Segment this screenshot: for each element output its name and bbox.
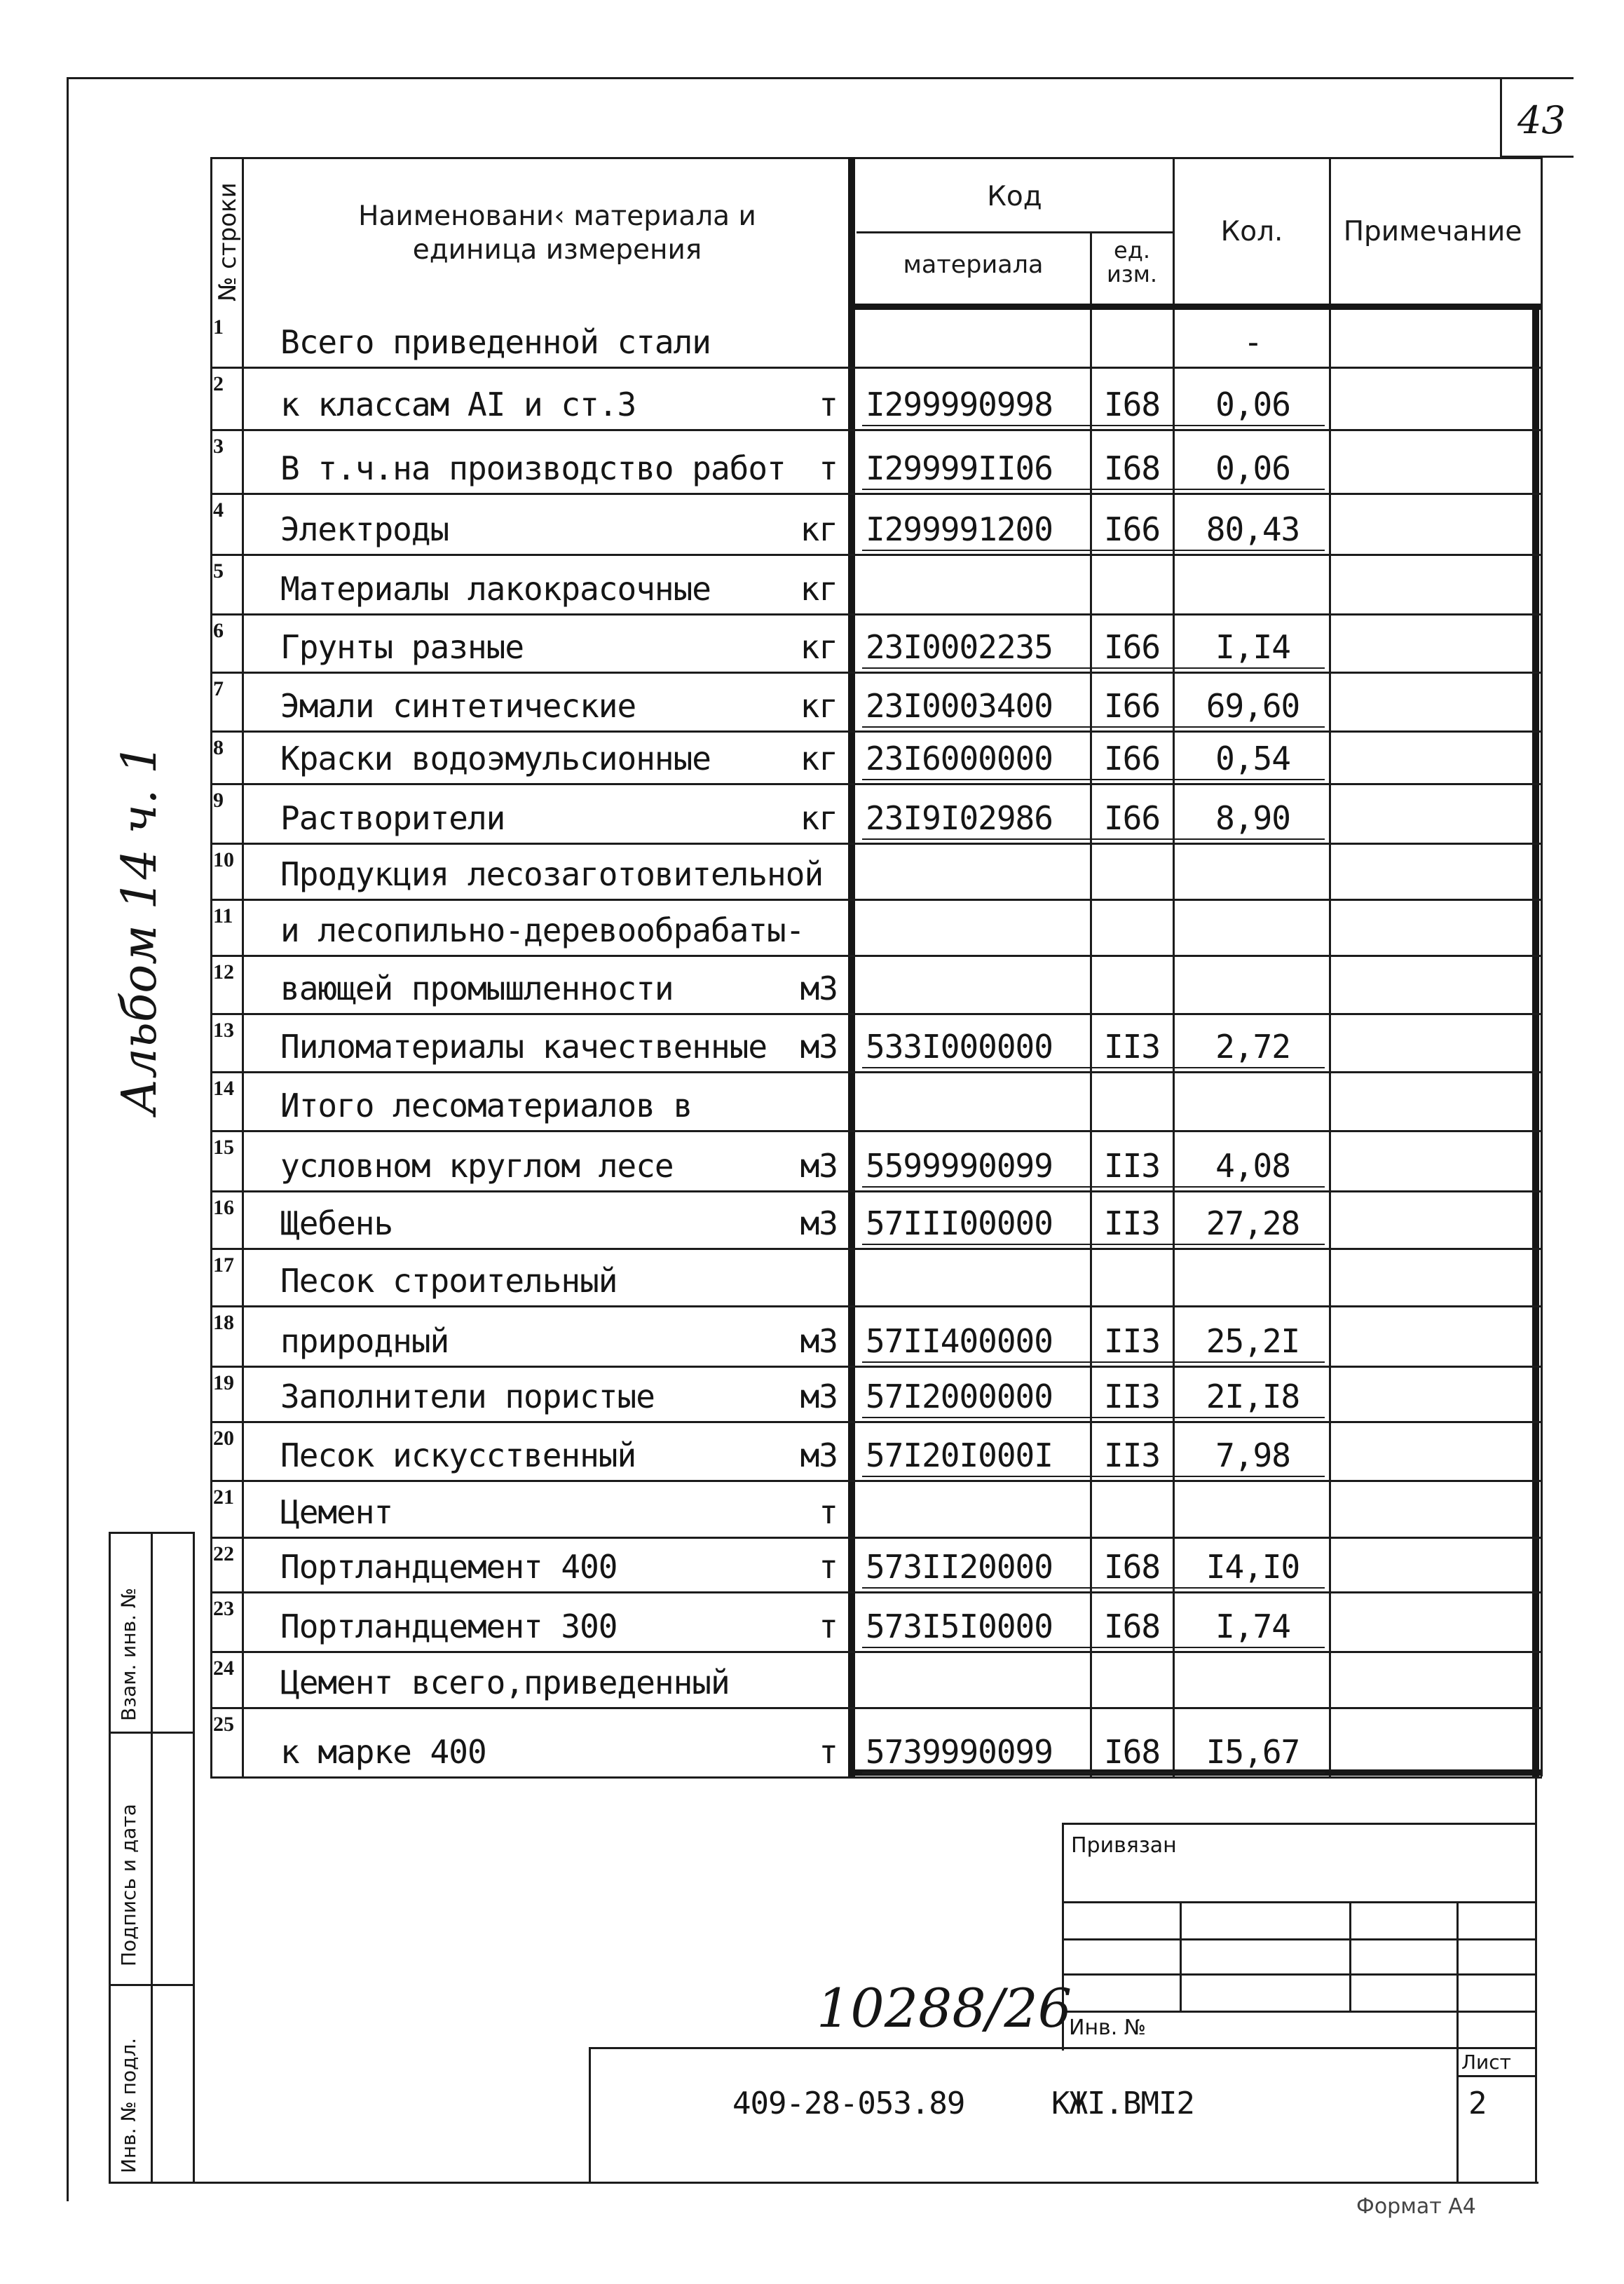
- stamp-title-left: [589, 2047, 591, 2182]
- row-number: 7: [213, 677, 224, 700]
- row-divider: [210, 1776, 1542, 1779]
- stamp-title-top: [589, 2047, 1537, 2049]
- stamp-handwritten: 10288/26: [817, 1977, 1072, 2039]
- stamp-div-2: [109, 1984, 193, 1986]
- row-unit-code: I68: [1103, 1607, 1161, 1645]
- row-underline: [862, 1587, 1325, 1589]
- row-name: вающей промышленности: [280, 970, 674, 1007]
- thick-header-bottom: [848, 304, 1541, 310]
- frame-bottom: [109, 2182, 1538, 2184]
- row-unit: м3: [800, 970, 838, 1007]
- row-number: 5: [213, 559, 224, 583]
- row-number: 6: [213, 619, 224, 642]
- page-number: 43: [1517, 98, 1566, 142]
- row-unit: т: [819, 1548, 838, 1586]
- row-name: Электроды: [280, 510, 449, 548]
- row-code: 57III00000: [866, 1204, 1053, 1242]
- row-unit: м3: [800, 1436, 838, 1474]
- row-qty: -: [1243, 323, 1262, 361]
- code-split-line: [857, 231, 1173, 233]
- row-underline: [862, 1772, 1325, 1774]
- row-underline: [862, 726, 1325, 728]
- row-unit-code: I68: [1103, 1548, 1161, 1586]
- row-name: Растворители: [280, 799, 505, 837]
- row-unit: т: [819, 449, 838, 487]
- label-inv-podl: Инв. № подл.: [117, 2037, 140, 2173]
- row-number: 18: [213, 1311, 234, 1334]
- row-divider: [210, 1421, 1542, 1423]
- page-number-box-left: [1500, 77, 1502, 158]
- row-qty: I4,I0: [1206, 1548, 1300, 1586]
- row-number: 23: [213, 1597, 234, 1620]
- row-unit: кг: [800, 628, 838, 666]
- thick-right: [1532, 304, 1539, 1776]
- stamp-v-2: [1349, 1901, 1351, 2011]
- col-qty-left: [1173, 157, 1175, 1776]
- row-code: 23I9I02986: [866, 799, 1053, 837]
- stamp-col-top: [109, 1532, 193, 1534]
- row-name: Цемент всего,приведенный: [280, 1664, 730, 1701]
- row-qty: I5,67: [1206, 1733, 1300, 1771]
- row-divider: [210, 672, 1542, 674]
- row-code: I29999II06: [866, 449, 1053, 487]
- col-rownum-right: [242, 157, 244, 1776]
- row-number: 17: [213, 1253, 234, 1277]
- row-code: 23I0003400: [866, 687, 1053, 725]
- header-note: Примечание: [1343, 216, 1522, 247]
- row-number: 13: [213, 1019, 234, 1042]
- stamp-line-3: [1062, 1973, 1537, 1976]
- frame-left: [67, 77, 69, 2201]
- header-code-unit: ед. изм.: [1106, 237, 1158, 287]
- row-qty: 0,06: [1215, 449, 1290, 487]
- row-unit: м3: [800, 1378, 838, 1415]
- col-unit-left: [1090, 231, 1092, 1776]
- header-qty: Кол.: [1220, 216, 1283, 247]
- row-name: Цемент: [280, 1493, 393, 1531]
- header-code: Код: [987, 181, 1042, 212]
- row-underline: [862, 1244, 1325, 1245]
- stamp-top: [1062, 1823, 1537, 1825]
- row-unit-code: I66: [1103, 740, 1161, 777]
- row-unit-code: II3: [1103, 1147, 1161, 1185]
- row-code: 23I0002235: [866, 628, 1053, 666]
- row-qty: 27,28: [1206, 1204, 1300, 1242]
- doc-code: 409-28-053.89: [732, 2086, 965, 2121]
- row-divider: [210, 843, 1542, 845]
- row-name: Песок строительный: [280, 1262, 617, 1300]
- row-number: 19: [213, 1371, 234, 1394]
- stamp-line-1: [1062, 1901, 1537, 1903]
- row-code: 573I5I0000: [866, 1607, 1053, 1645]
- row-divider: [210, 1071, 1542, 1073]
- row-divider: [210, 1651, 1542, 1653]
- row-underline: [862, 1647, 1325, 1648]
- row-divider: [210, 1130, 1542, 1132]
- row-name: к марке 400: [280, 1733, 486, 1771]
- row-underline: [862, 1186, 1325, 1188]
- list-label: Лист: [1461, 2051, 1511, 2074]
- stamp-v-1: [1180, 1901, 1182, 2011]
- label-podpis-data: Подпись и дата: [117, 1804, 140, 1966]
- row-unit: м3: [800, 1028, 838, 1066]
- row-name: Итого лесоматериалов в: [280, 1087, 692, 1124]
- row-number: 25: [213, 1713, 234, 1736]
- row-underline: [862, 1417, 1325, 1418]
- row-underline: [862, 838, 1325, 840]
- doc-mark: КЖI.ВМI2: [1051, 2086, 1194, 2121]
- row-divider: [210, 899, 1542, 901]
- header-code-material: материала: [903, 251, 1044, 279]
- row-unit-code: I68: [1103, 449, 1161, 487]
- row-underline: [862, 1476, 1325, 1477]
- row-unit: м3: [800, 1147, 838, 1185]
- stamp-line-4: [1062, 2011, 1537, 2013]
- row-unit-code: I66: [1103, 628, 1161, 666]
- row-divider: [210, 1537, 1542, 1539]
- row-divider: [210, 429, 1542, 431]
- row-name: Заполнители пористые: [280, 1378, 655, 1415]
- thick-code-left: [848, 157, 855, 1776]
- row-unit: т: [819, 1493, 838, 1531]
- row-unit-code: I68: [1103, 1733, 1161, 1771]
- list-value: 2: [1468, 2086, 1487, 2121]
- row-unit: кг: [800, 510, 838, 548]
- row-name: Грунты разные: [280, 628, 524, 666]
- row-underline: [862, 550, 1325, 551]
- row-divider: [210, 783, 1542, 785]
- row-number: 15: [213, 1136, 234, 1159]
- album-note: Альбом 14 ч. 1: [112, 743, 168, 1115]
- row-name: Краски водоэмульсионные: [280, 740, 711, 777]
- row-underline: [862, 425, 1325, 426]
- row-unit-code: II3: [1103, 1436, 1161, 1474]
- row-number: 20: [213, 1427, 234, 1450]
- row-unit: кг: [800, 740, 838, 777]
- row-name: Материалы лакокрасочные: [280, 570, 711, 608]
- row-code: I299991200: [866, 510, 1053, 548]
- row-qty: 69,60: [1206, 687, 1300, 725]
- row-unit-code: I66: [1103, 799, 1161, 837]
- row-code: 5739990099: [866, 1733, 1053, 1771]
- row-divider: [210, 1190, 1542, 1192]
- row-code: 57II400000: [866, 1322, 1053, 1360]
- row-divider: [210, 493, 1542, 495]
- table-right-outer: [1541, 157, 1543, 1776]
- row-unit: т: [819, 1733, 838, 1771]
- stamp-privyazan: Привязан: [1071, 1833, 1177, 1858]
- stamp-right-edge: [1535, 1776, 1537, 2183]
- header-row-no: № строки: [214, 182, 242, 301]
- row-qty: I,74: [1215, 1607, 1290, 1645]
- row-unit: м3: [800, 1322, 838, 1360]
- row-number: 1: [213, 315, 224, 339]
- row-code: 57I20I000I: [866, 1436, 1053, 1474]
- row-divider: [210, 730, 1542, 733]
- stamp-v-3: [1456, 1901, 1459, 2182]
- row-qty: 25,2I: [1206, 1322, 1300, 1360]
- row-number: 2: [213, 372, 224, 395]
- row-unit-code: II3: [1103, 1028, 1161, 1066]
- row-code: 57I2000000: [866, 1378, 1053, 1415]
- row-name: Пиломатериалы качественные: [280, 1028, 767, 1066]
- row-name: Всего приведенной стали: [280, 323, 711, 361]
- row-underline: [862, 1361, 1325, 1363]
- row-qty: 2,72: [1215, 1028, 1290, 1066]
- row-number: 4: [213, 498, 224, 522]
- row-code: 573II20000: [866, 1548, 1053, 1586]
- row-number: 24: [213, 1657, 234, 1680]
- row-underline: [862, 667, 1325, 669]
- row-number: 14: [213, 1077, 234, 1100]
- row-unit: кг: [800, 570, 838, 608]
- row-qty: 7,98: [1215, 1436, 1290, 1474]
- row-name: Портландцемент 400: [280, 1548, 617, 1586]
- col-note-left: [1329, 157, 1331, 1776]
- row-name: условном круглом лесе: [280, 1147, 674, 1185]
- row-underline: [862, 779, 1325, 780]
- row-divider: [210, 1591, 1542, 1593]
- row-name: Портландцемент 300: [280, 1607, 617, 1645]
- table-top: [210, 157, 1542, 159]
- row-name: Щебень: [280, 1204, 393, 1242]
- list-divider: [1456, 2075, 1537, 2077]
- row-divider: [210, 1366, 1542, 1368]
- row-qty: 8,90: [1215, 799, 1290, 837]
- row-qty: 4,08: [1215, 1147, 1290, 1185]
- row-unit: кг: [800, 687, 838, 725]
- row-code: 23I6000000: [866, 740, 1053, 777]
- row-number: 8: [213, 736, 224, 759]
- row-divider: [210, 613, 1542, 616]
- row-divider: [210, 367, 1542, 369]
- row-qty: 2I,I8: [1206, 1378, 1300, 1415]
- row-name: природный: [280, 1322, 449, 1360]
- row-name: Продукция лесозаготовительной: [280, 855, 824, 893]
- row-divider: [210, 1707, 1542, 1709]
- row-name: Эмали синтетические: [280, 687, 636, 725]
- stamp-col-right: [193, 1532, 195, 2184]
- label-vzam-inv: Взам. инв. №: [117, 1587, 140, 1721]
- row-number: 16: [213, 1196, 234, 1219]
- stamp-inv-no: Инв. №: [1069, 2016, 1147, 2040]
- row-number: 11: [213, 904, 233, 927]
- row-unit: кг: [800, 799, 838, 837]
- row-unit: т: [819, 386, 838, 423]
- format-label: Формат А4: [1356, 2194, 1476, 2219]
- row-qty: I,I4: [1215, 628, 1290, 666]
- row-unit: т: [819, 1607, 838, 1645]
- row-name: и лесопильно-деревообрабаты-: [280, 911, 805, 949]
- row-underline: [862, 489, 1325, 490]
- row-divider: [210, 1013, 1542, 1015]
- row-number: 22: [213, 1542, 234, 1565]
- row-number: 9: [213, 789, 224, 812]
- stamp-div-1: [109, 1732, 193, 1734]
- stamp-col-mid: [151, 1532, 153, 2184]
- row-divider: [210, 1305, 1542, 1307]
- row-unit-code: I68: [1103, 386, 1161, 423]
- row-code: I299990998: [866, 386, 1053, 423]
- col-rownum-left: [210, 157, 212, 1776]
- row-qty: 0,06: [1215, 386, 1290, 423]
- row-divider: [210, 1480, 1542, 1482]
- row-code: 533I000000: [866, 1028, 1053, 1066]
- row-divider: [210, 1248, 1542, 1250]
- frame-top: [67, 77, 1574, 79]
- row-name: В т.ч.на производство работ: [280, 449, 786, 487]
- row-number: 10: [213, 848, 234, 871]
- row-unit: м3: [800, 1204, 838, 1242]
- row-divider: [210, 554, 1542, 556]
- row-number: 3: [213, 435, 224, 458]
- row-name: Песок искусственный: [280, 1436, 636, 1474]
- row-number: 21: [213, 1486, 234, 1509]
- row-unit-code: II3: [1103, 1378, 1161, 1415]
- row-name: к классам АI и ст.3: [280, 386, 636, 423]
- row-unit-code: II3: [1103, 1322, 1161, 1360]
- header-name: Наименовани‹ материала и единица измерения: [358, 200, 756, 266]
- stamp-col-left: [109, 1532, 111, 2184]
- row-unit-code: I66: [1103, 510, 1161, 548]
- row-number: 12: [213, 960, 234, 984]
- row-unit-code: I66: [1103, 687, 1161, 725]
- row-underline: [862, 1067, 1325, 1068]
- row-code: 5599990099: [866, 1147, 1053, 1185]
- row-qty: 0,54: [1215, 740, 1290, 777]
- stamp-line-2: [1062, 1938, 1537, 1940]
- row-qty: 80,43: [1206, 510, 1300, 548]
- row-unit-code: II3: [1103, 1204, 1161, 1242]
- row-divider: [210, 955, 1542, 957]
